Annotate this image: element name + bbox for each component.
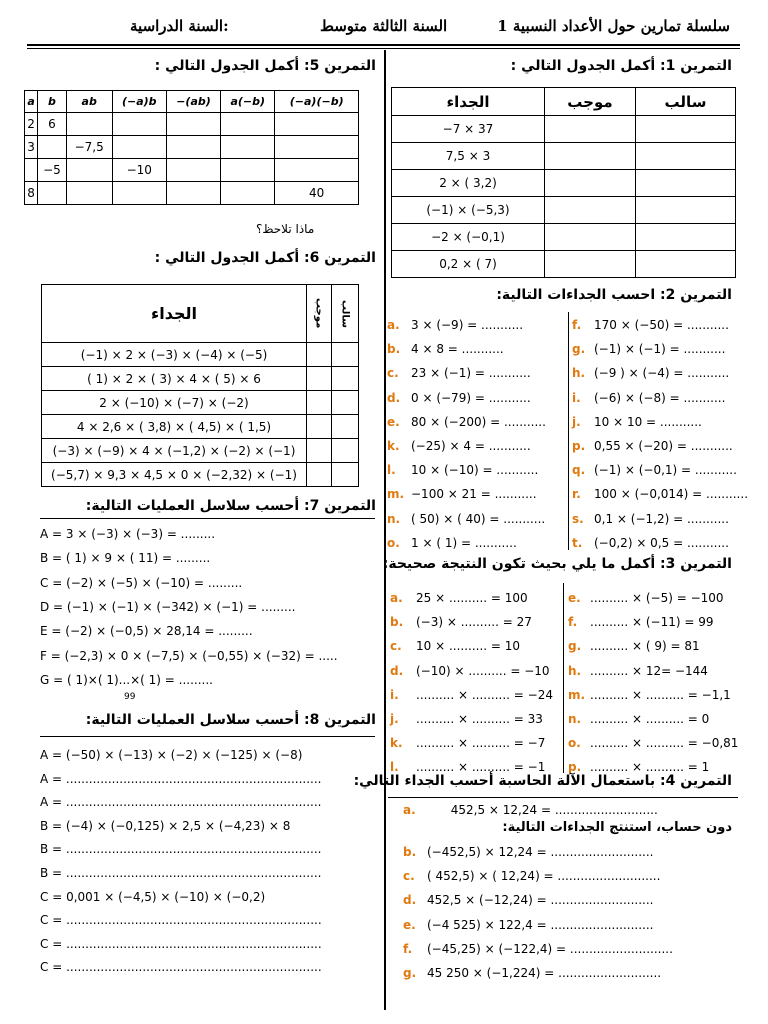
exercise-item xyxy=(572,509,729,527)
ex5-cell: 2 xyxy=(25,113,38,136)
item-label: m. xyxy=(568,687,586,702)
ex1-row xyxy=(392,170,736,197)
exercise-item xyxy=(390,612,532,630)
item-label: h. xyxy=(572,366,586,381)
ex5-cell[interactable] xyxy=(221,113,275,136)
item-expression: 10 × 10 = ........... xyxy=(594,414,702,429)
exercise-item xyxy=(390,709,543,727)
ex5-row xyxy=(25,159,359,182)
calc-line: C = 0,001 × (−4,5) × (−10) × (−0,2) xyxy=(40,889,266,904)
item-expression: 3 × (−9) = ........... xyxy=(411,318,524,332)
ex1-positive-cell[interactable] xyxy=(545,224,636,251)
item-label: h. xyxy=(568,663,582,678)
ex5-cell[interactable] xyxy=(221,159,275,182)
item-label: d. xyxy=(387,390,401,405)
item-expression: (−6) × (−8) = ........... xyxy=(594,390,726,405)
ex7-g-count: 99 xyxy=(124,692,136,702)
ex6-positive-cell[interactable] xyxy=(307,391,332,415)
header-rule xyxy=(27,44,740,46)
calc-line: A = 3 × (−3) × (−3) = ......... xyxy=(40,527,216,541)
item-label: d. xyxy=(390,663,404,678)
ex5-cell[interactable] xyxy=(66,159,112,182)
item-label: c. xyxy=(387,366,399,381)
item-label: b. xyxy=(390,615,404,630)
ex8-rule xyxy=(40,736,375,737)
ex5-header-cell: −(ab) xyxy=(166,91,220,113)
header-rule-thin xyxy=(27,48,740,49)
exercise-item xyxy=(387,509,545,527)
item-label: b. xyxy=(387,342,401,357)
ex6-negative-cell[interactable] xyxy=(332,367,359,391)
ex6-title: التمرين 6: أكمل الجدول التالي : xyxy=(154,250,376,266)
item-label: g. xyxy=(572,342,586,357)
ex5-question: ماذا تلاحظ؟ xyxy=(256,222,315,236)
item-label: s. xyxy=(572,511,584,526)
ex1-table xyxy=(391,87,736,278)
ex5-cell: 8 xyxy=(25,182,38,205)
ex5-cell: 6 xyxy=(38,113,67,136)
item-label: i. xyxy=(572,390,581,405)
item-expression: 4 × 8 = ........... xyxy=(411,342,504,357)
item-label: b. xyxy=(403,845,417,859)
ex1-row xyxy=(392,143,736,170)
exercise-item xyxy=(568,588,724,606)
calc-line: C = (−2) × (−5) × (−10) = ......... xyxy=(40,575,243,590)
calc-line: C = ................................................................... xyxy=(40,936,322,951)
ex5-cell: 3 xyxy=(25,136,38,159)
ex5-cell[interactable] xyxy=(275,113,359,136)
exercise-item xyxy=(572,315,729,333)
calc-line: B = ( 1) × 9 × ( 11) = ......... xyxy=(40,551,211,566)
ex5-cell: 40 xyxy=(275,182,359,205)
ex6-row xyxy=(42,439,359,463)
ex6-negative-cell[interactable] xyxy=(332,415,359,439)
ex1-positive-cell[interactable] xyxy=(545,116,636,143)
ex5-cell[interactable] xyxy=(112,113,166,136)
exercise-item xyxy=(403,939,673,957)
exercise-item xyxy=(390,588,528,606)
ex6-table xyxy=(41,284,359,487)
item-expression: (−9 ) × (−4) = ........... xyxy=(594,366,730,381)
item-label: p. xyxy=(568,760,582,775)
ex5-cell[interactable] xyxy=(275,136,359,159)
item-expression: 45 250 × (−1,224) = ........................... xyxy=(427,966,662,980)
item-label: c. xyxy=(403,869,415,884)
ex7-rule xyxy=(40,518,375,519)
item-label: i. xyxy=(390,687,399,702)
ex6-product-cell: ( 1) × 2 × ( 3) × 4 × ( 5) × 6 xyxy=(42,367,307,391)
item-expression: 0,55 × (−20) = ........... xyxy=(594,439,733,453)
ex2-title: التمرين 2: احسب الجداءات التالية: xyxy=(496,287,732,303)
item-label: q. xyxy=(572,463,586,478)
calc-line: E = (−2) × (−0,5) × 28,14 = ......... xyxy=(40,624,253,639)
exercise-item xyxy=(572,436,733,454)
ex1-title: التمرين 1: أكمل الجدول التالي : xyxy=(510,58,732,74)
ex1-product-cell: −2 × (−0,1) xyxy=(392,224,545,251)
exercise-item xyxy=(568,733,738,751)
ex6-positive-cell[interactable] xyxy=(307,439,332,463)
calc-line: G = ( 1)×( 1)...×( 1) = ......... xyxy=(40,672,213,687)
exercise-item xyxy=(387,533,517,551)
item-expression: 0 × (−79) = ........... xyxy=(411,390,531,405)
calc-line: A = (−50) × (−13) × (−2) × (−125) × (−8) xyxy=(40,748,303,762)
item-expression: .......... × .......... = −7 xyxy=(416,736,546,751)
exercise-item xyxy=(572,533,729,551)
exercise-item xyxy=(387,363,531,381)
item-expression: .......... × .......... = −0,81 xyxy=(590,736,739,751)
item-label: l. xyxy=(390,760,399,775)
calc-line: B = (−4) × (−0,125) × 2,5 × (−4,23) × 8 xyxy=(40,818,291,833)
ex1-positive-cell[interactable] xyxy=(545,143,636,170)
calc-line: A = ................................................................... xyxy=(40,795,322,810)
calc-line: C = ................................................................... xyxy=(40,913,322,928)
ex5-cell[interactable] xyxy=(166,136,220,159)
item-expression: 1 × ( 1) = ........... xyxy=(411,535,517,550)
ex6-positive-cell[interactable] xyxy=(307,463,332,487)
ex6-col-positive: موجب xyxy=(307,285,332,343)
ex5-cell[interactable] xyxy=(166,159,220,182)
item-label: g. xyxy=(403,966,417,980)
ex1-row xyxy=(392,197,736,224)
item-label: n. xyxy=(568,712,582,726)
ex5-cell: −10 xyxy=(112,159,166,182)
ex6-row xyxy=(42,367,359,391)
ex4-item-a xyxy=(403,800,658,818)
school-year-label: السنة الدراسية: xyxy=(130,17,229,35)
calc-line: A = ................................................................... xyxy=(40,771,322,786)
ex6-product-cell: (−1) × 2 × (−3) × (−4) × (−5) xyxy=(42,343,307,367)
exercise-item xyxy=(403,915,653,933)
item-expression: .......... × .......... = 0 xyxy=(590,712,710,726)
calc-line: B = ................................................................... xyxy=(40,866,322,880)
ex5-cell[interactable] xyxy=(112,182,166,205)
item-label: c. xyxy=(390,639,402,654)
item-label: t. xyxy=(572,535,583,550)
ex1-negative-cell[interactable] xyxy=(636,116,736,143)
exercise-item xyxy=(387,388,531,406)
item-label: r. xyxy=(572,487,581,502)
ex6-product-cell: 2 × (−10) × (−7) × (−2) xyxy=(42,391,307,415)
ex6-product-cell: (−5,7) × 9,3 × 4,5 × 0 × (−2,32) × (−1) xyxy=(42,463,307,487)
item-label: g. xyxy=(568,639,582,654)
ex6-negative-cell[interactable] xyxy=(332,391,359,415)
item-expression: (−1) × (−1) = ........... xyxy=(594,342,726,357)
item-expression: (−452,5) × 12,24 = ........................... xyxy=(427,845,654,859)
item-expression: .......... × .......... = −1 xyxy=(416,760,546,775)
ex1-col-negative: سالب xyxy=(636,88,736,116)
item-expression: .......... × ( 9) = 81 xyxy=(590,639,700,654)
item-expression: .......... × .......... = −24 xyxy=(416,687,553,702)
ex4-title: التمرين 4: باستعمال الآلة الحاسبة أحسب الجداء التالي: xyxy=(353,773,732,789)
ex5-row xyxy=(25,113,359,136)
ex5-title: التمرين 5: أكمل الجدول التالي : xyxy=(154,58,376,74)
exercise-item xyxy=(403,866,660,884)
ex5-cell[interactable] xyxy=(38,182,67,205)
ex1-product-cell: 2 × ( 3,2) xyxy=(392,170,545,197)
ex1-negative-cell[interactable] xyxy=(636,251,736,278)
ex6-product-cell: 4 × 2,6 × ( 3,8) × ( 4,5) × ( 1,5) xyxy=(42,415,307,439)
item-label: e. xyxy=(568,591,581,605)
exercise-item xyxy=(568,612,713,630)
ex4-rule xyxy=(388,797,738,798)
item-expression: 10 × .......... = 10 xyxy=(416,639,521,654)
level-label: السنة الثالثة متوسط xyxy=(320,17,448,35)
exercise-item xyxy=(572,363,729,381)
ex6-row xyxy=(42,463,359,487)
exercise-item xyxy=(403,890,653,908)
item-expression: −100 × 21 = ........... xyxy=(411,487,537,502)
item-expression: 10 × (−10) = ........... xyxy=(411,463,539,478)
calc-line: D = (−1) × (−1) × (−342) × (−1) = ......... xyxy=(40,599,296,614)
ex5-header-cell: (−a)b xyxy=(112,91,166,113)
ex1-row xyxy=(392,251,736,278)
item-expression: 25 × .......... = 100 xyxy=(416,591,528,605)
ex6-negative-cell[interactable] xyxy=(332,463,359,487)
item-expression: ( 50) × ( 40) = ........... xyxy=(411,511,546,526)
item-expression: ( 452,5) × ( 12,24) = ........................... xyxy=(427,869,661,884)
ex5-cell[interactable] xyxy=(25,159,38,182)
exercise-item xyxy=(568,685,731,703)
ex1-positive-cell[interactable] xyxy=(545,251,636,278)
exercise-item xyxy=(403,842,653,860)
ex1-positive-cell[interactable] xyxy=(545,170,636,197)
ex6-positive-cell[interactable] xyxy=(307,343,332,367)
item-expression: 23 × (−1) = ........... xyxy=(411,366,531,381)
ex5-cell[interactable] xyxy=(38,136,67,159)
item-label: f. xyxy=(403,941,413,956)
ex1-product-cell: −7 × 37 xyxy=(392,116,545,143)
item-expression: (−25) × 4 = ........... xyxy=(411,439,531,453)
item-label: p. xyxy=(572,439,586,453)
item-expression: (−4 525) × 122,4 = ........................... xyxy=(427,917,654,932)
ex6-negative-cell[interactable] xyxy=(332,439,359,463)
exercise-item xyxy=(390,636,520,654)
exercise-item xyxy=(572,388,725,406)
item-label: a. xyxy=(390,591,403,605)
ex6-product-cell: (−3) × (−9) × 4 × (−1,2) × (−2) × (−1) xyxy=(42,439,307,463)
exercise-item xyxy=(387,436,531,454)
item-expression: 452,5 × (−12,24) = ........................... xyxy=(427,893,654,908)
item-expression: 0,1 × (−1,2) = ........... xyxy=(594,511,729,526)
item-expression: .......... × (−11) = 99 xyxy=(590,615,714,630)
item-label: e. xyxy=(387,414,400,429)
item-expression: (−3) × .......... = 27 xyxy=(416,615,532,630)
item-expression: 170 × (−50) = ........... xyxy=(594,318,729,332)
ex3-title: التمرين 3: أكمل ما يلي بحيث تكون النتيجة صحيحة: xyxy=(382,556,732,572)
item-label: a. xyxy=(403,803,416,817)
exercise-item xyxy=(572,412,702,430)
ex5-cell[interactable] xyxy=(166,182,220,205)
item-expression: (−0,2) × 0,5 = ........... xyxy=(594,535,729,550)
ex5-cell: −5 xyxy=(38,159,67,182)
item-label: e. xyxy=(403,917,416,932)
item-expression: .......... × .......... = −1,1 xyxy=(590,687,731,702)
exercise-item xyxy=(390,733,545,751)
calc-line: B = ................................................................... xyxy=(40,842,322,857)
ex1-negative-cell[interactable] xyxy=(636,224,736,251)
ex5-cell: −7,5 xyxy=(66,136,112,159)
item-expression: .......... × 12= −144 xyxy=(590,663,708,678)
ex6-col-negative: سالب xyxy=(332,285,359,343)
ex1-col-positive: موجب xyxy=(545,88,636,116)
item-expression: (−10) × .......... = −10 xyxy=(416,663,550,678)
ex5-header-cell: a(−b) xyxy=(221,91,275,113)
ex5-header-cell: a xyxy=(25,91,38,113)
ex1-product-cell: 0,2 × ( 7) xyxy=(392,251,545,278)
item-label: j. xyxy=(572,414,581,429)
ex5-cell[interactable] xyxy=(221,136,275,159)
exercise-item xyxy=(568,661,708,679)
exercise-item xyxy=(387,339,504,357)
exercise-item xyxy=(572,339,725,357)
exercise-item xyxy=(387,460,538,478)
item-label: o. xyxy=(387,535,400,550)
exercise-item xyxy=(390,685,553,703)
series-title: سلسلة تمارين حول الأعداد النسبية 1 xyxy=(497,17,730,35)
ex6-row xyxy=(42,343,359,367)
item-label: o. xyxy=(568,736,581,751)
item-expression: 80 × (−200) = ........... xyxy=(411,414,546,429)
ex1-negative-cell[interactable] xyxy=(636,143,736,170)
ex3-divider xyxy=(563,583,564,773)
ex1-positive-cell[interactable] xyxy=(545,197,636,224)
item-expression: 452,5 × 12,24 = ........................... xyxy=(450,803,658,817)
ex1-product-cell: (−1) × (−5,3) xyxy=(392,197,545,224)
ex4-subtitle: دون حساب، استنتج الجداءات التالية: xyxy=(502,820,732,835)
ex6-col-product: الجداء xyxy=(42,285,307,343)
ex7-title: التمرين 7: أحسب سلاسل العمليات التالية: xyxy=(85,498,376,514)
ex1-negative-cell[interactable] xyxy=(636,197,736,224)
ex5-cell[interactable] xyxy=(221,182,275,205)
ex5-cell[interactable] xyxy=(166,113,220,136)
exercise-item xyxy=(390,661,550,679)
item-label: m. xyxy=(387,487,405,502)
ex2-divider xyxy=(568,312,569,550)
ex5-header-cell: (−a)(−b) xyxy=(275,91,359,113)
ex5-header-cell: ab xyxy=(66,91,112,113)
item-expression: .......... × (−5) = −100 xyxy=(590,591,724,605)
exercise-item xyxy=(568,636,700,654)
ex5-cell[interactable] xyxy=(66,182,112,205)
ex5-header-cell: b xyxy=(38,91,67,113)
item-label: k. xyxy=(387,439,400,453)
item-label: k. xyxy=(390,736,403,751)
item-expression: .......... × .......... = 1 xyxy=(590,760,710,775)
ex1-product-cell: 7,5 × 3 xyxy=(392,143,545,170)
ex6-positive-cell[interactable] xyxy=(307,415,332,439)
ex6-row xyxy=(42,415,359,439)
column-divider xyxy=(384,50,386,1010)
ex1-col-product: الجداء xyxy=(392,88,545,116)
exercise-item xyxy=(387,315,523,333)
exercise-item xyxy=(387,484,537,502)
ex8-title: التمرين 8: أحسب سلاسل العمليات التالية: xyxy=(85,712,376,728)
item-expression: 100 × (−0,014) = ........... xyxy=(594,487,749,502)
item-label: a. xyxy=(387,318,400,332)
ex6-positive-cell[interactable] xyxy=(307,367,332,391)
ex1-negative-cell[interactable] xyxy=(636,170,736,197)
ex6-negative-cell[interactable] xyxy=(332,343,359,367)
ex1-row xyxy=(392,224,736,251)
item-label: f. xyxy=(572,318,582,332)
item-label: j. xyxy=(390,712,399,726)
ex6-row xyxy=(42,391,359,415)
exercise-item xyxy=(387,412,546,430)
exercise-item xyxy=(572,484,748,502)
exercise-item xyxy=(572,460,737,478)
item-expression: (−1) × (−0,1) = ........... xyxy=(594,463,737,478)
item-expression: (−45,25) × (−122,4) = ........................... xyxy=(427,941,673,956)
ex5-cell[interactable] xyxy=(66,113,112,136)
calc-line: F = (−2,3) × 0 × (−7,5) × (−0,55) × (−32) = ..... xyxy=(40,648,338,663)
item-label: n. xyxy=(387,511,401,526)
ex5-cell[interactable] xyxy=(275,159,359,182)
ex5-cell[interactable] xyxy=(112,136,166,159)
calc-line: C = ................................................................... xyxy=(40,960,322,975)
exercise-item xyxy=(568,709,709,727)
item-expression: .......... × .......... = 33 xyxy=(416,712,543,726)
ex5-row xyxy=(25,182,359,205)
ex5-table xyxy=(24,90,359,205)
item-label: d. xyxy=(403,893,417,908)
ex1-row xyxy=(392,116,736,143)
item-label: l. xyxy=(387,463,396,478)
ex5-row xyxy=(25,136,359,159)
exercise-item xyxy=(403,963,661,981)
item-label: f. xyxy=(568,615,578,630)
